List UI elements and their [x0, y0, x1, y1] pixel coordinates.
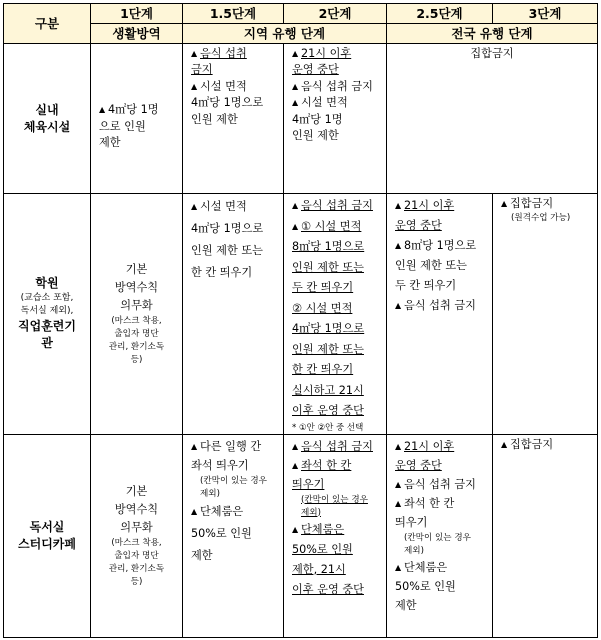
- studycafe-stage25: [387, 434, 493, 637]
- indoor-s2-item3: ▲ 시설 면적 4㎡당 1명 인원 제한: [292, 96, 348, 143]
- studycafe-name: 독서실 스터디카페: [18, 519, 76, 551]
- indoor-ban-text: 집합금지: [470, 47, 514, 60]
- header-regional: 지역 유행 단계: [183, 24, 387, 44]
- triangle-bullet-icon: ▲: [395, 441, 402, 451]
- academy-s25-item3: ▲ 음식 섭취 금지: [395, 296, 487, 316]
- academy-name: 학원: [35, 276, 59, 291]
- row-name-academy: [4, 194, 91, 435]
- triangle-bullet-icon: ▲: [292, 524, 299, 534]
- academy-s1-main: 기본 방역수칙 의무화: [114, 262, 159, 312]
- academy-stage15: [183, 194, 284, 435]
- triangle-bullet-icon: ▲: [191, 81, 198, 91]
- studycafe-s1-main: 기본 방역수칙 의무화: [114, 484, 159, 534]
- triangle-bullet-icon: ▲: [292, 460, 299, 470]
- academy-s25-item2: ▲ 8㎡당 1명으로 인원 제한 또는 두 칸 띄우기: [395, 236, 487, 296]
- triangle-bullet-icon: ▲: [292, 98, 299, 108]
- indoor-s2-item1: ▲ 21시 이후 운영 중단: [292, 47, 352, 77]
- header-stage1-sub: 생활방역: [91, 24, 183, 44]
- header-gubun: 구분: [4, 4, 91, 44]
- studycafe-s2-item2: ▲ 좌석 한 칸 띄우기: [292, 456, 381, 494]
- studycafe-stage15: [183, 434, 284, 637]
- triangle-bullet-icon: ▲: [292, 441, 299, 451]
- studycafe-stage2: [284, 434, 387, 637]
- triangle-bullet-icon: ▲: [191, 202, 198, 211]
- studycafe-s2-sub: (칸막이 있는 경우 제외): [301, 494, 368, 518]
- studycafe-s25-item2: ▲ 음식 섭취 금지: [395, 475, 487, 494]
- header-national: 전국 유행 단계: [387, 24, 598, 44]
- triangle-bullet-icon: ▲: [292, 201, 299, 210]
- triangle-bullet-icon: ▲: [99, 105, 106, 115]
- academy-s2-item2: ▲ ① 시설 면적 8㎡당 1명으로 인원 제한 또는 두 칸 띄우기: [292, 217, 381, 299]
- studycafe-stage1: [91, 434, 183, 637]
- header-stage15: 1.5단계: [183, 4, 284, 24]
- academy-name2: 직업훈련기 관: [18, 319, 76, 351]
- academy-s2-item3: ② 시설 면적 4㎡당 1명으로 인원 제한 또는 한 칸 띄우기 실시하고 21시 이후 운영 중단: [292, 301, 365, 417]
- academy-s25-item1: ▲ 21시 이후 운영 중단: [395, 196, 487, 236]
- studycafe-s1-sub: (마스크 착용, 출입자 명단 관리, 환기소독 등): [108, 537, 165, 587]
- academy-stage1: [91, 194, 183, 435]
- studycafe-s25-item1: ▲ 21시 이후 운영 중단: [395, 437, 487, 475]
- academy-s3-sub: (원격수업 가능): [511, 213, 571, 224]
- row-name-studycafe: [4, 434, 91, 637]
- triangle-bullet-icon: ▲: [191, 506, 198, 516]
- triangle-bullet-icon: ▲: [501, 199, 508, 208]
- studycafe-s15-sub: (칸막이 있는 경우 제외): [200, 475, 267, 499]
- studycafe-s15-item1: ▲ 다른 일행 간 좌석 띄우기: [191, 437, 278, 475]
- triangle-bullet-icon: ▲: [501, 439, 508, 449]
- triangle-bullet-icon: ▲: [191, 49, 198, 58]
- triangle-bullet-icon: ▲: [292, 49, 299, 58]
- academy-s3-item: ▲ 집합금지: [501, 196, 592, 212]
- indoor-stage1: [91, 44, 183, 194]
- header-stage2: 2단계: [284, 4, 387, 24]
- triangle-bullet-icon: ▲: [292, 221, 299, 231]
- academy-s2-item1: ▲ 음식 섭취 금지: [292, 196, 381, 217]
- studycafe-s15-item2: ▲ 단체룸은 50%로 인원 제한: [191, 501, 278, 567]
- academy-stage3: [493, 194, 598, 435]
- triangle-bullet-icon: ▲: [395, 498, 402, 508]
- triangle-bullet-icon: ▲: [191, 441, 198, 451]
- indoor-stage2: [284, 44, 387, 194]
- triangle-bullet-icon: ▲: [292, 81, 299, 91]
- indoor-s15-item2: ▲ 시설 면적 4㎡당 1명으로 인원 제한: [191, 79, 264, 126]
- indoor-stage15: [183, 44, 284, 194]
- row-name-indoor-sports: [4, 44, 91, 194]
- triangle-bullet-icon: ▲: [395, 479, 402, 489]
- indoor-s15-item1: ▲ 음식 섭취 금지: [191, 47, 247, 77]
- studycafe-s25-item3: ▲ 좌석 한 칸 띄우기: [395, 494, 487, 532]
- academy-stage25: [387, 194, 493, 435]
- academy-s2-note: * ①안 ②안 중 선택: [292, 422, 364, 433]
- triangle-bullet-icon: ▲: [395, 201, 402, 210]
- indoor-stage1-text: 4㎡당 1명 으로 인원 제한: [99, 103, 159, 149]
- academy-s15-item: ▲ 시설 면적 4㎡당 1명으로 인원 제한 또는 한 칸 띄우기: [191, 196, 278, 284]
- header-stage3: 3단계: [493, 4, 598, 24]
- academy-stage2: [284, 194, 387, 435]
- academy-s1-sub: (마스크 착용, 출입자 명단 관리, 환기소독 등): [108, 315, 165, 365]
- studycafe-s25-sub: (칸막이 있는 경우 제외): [404, 532, 471, 556]
- triangle-bullet-icon: ▲: [395, 562, 402, 572]
- studycafe-s25-item4: ▲ 단체룸은 50%로 인원 제한: [395, 558, 487, 615]
- row-name-text: 실내 체육시설: [23, 102, 71, 134]
- indoor-stage25-3: [387, 44, 598, 194]
- distancing-table: [3, 3, 598, 638]
- triangle-bullet-icon: ▲: [395, 241, 402, 250]
- studycafe-s2-item3: ▲ 단체룸은 50%로 인원 제한, 21시 이후 운영 중단: [292, 520, 381, 600]
- studycafe-s2-item1: ▲ 음식 섭취 금지: [292, 437, 381, 456]
- academy-name-sub: (교습소 포함, 독서실 제외),: [20, 293, 74, 317]
- header-stage1: 1단계: [91, 4, 183, 24]
- studycafe-stage3: [493, 434, 598, 637]
- studycafe-s3-item: ▲ 집합금지: [501, 437, 592, 453]
- header-stage25: 2.5단계: [387, 4, 493, 24]
- triangle-bullet-icon: ▲: [395, 301, 402, 310]
- indoor-s2-item2: ▲ 음식 섭취 금지: [292, 79, 381, 95]
